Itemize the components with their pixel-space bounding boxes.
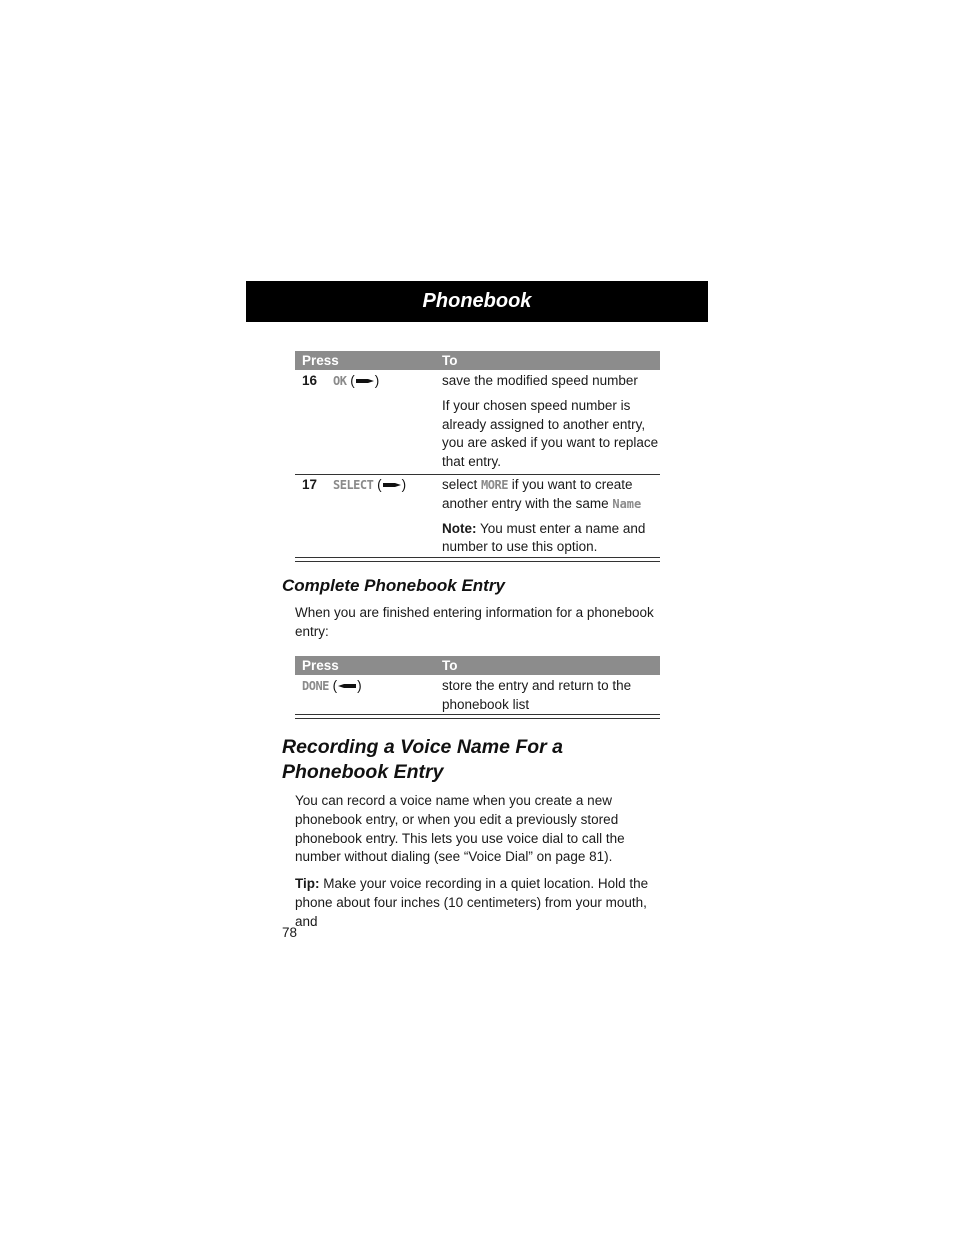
table-end-rule bbox=[295, 714, 660, 719]
section-intro: When you are finished entering information for a phonebook entry: bbox=[295, 605, 654, 639]
note-text: You must enter a name and number to use this option. bbox=[442, 520, 646, 555]
table-header bbox=[295, 351, 660, 370]
step-description: store the entry and return to the phonebook list bbox=[442, 678, 632, 712]
note-label: Note: bbox=[442, 520, 477, 536]
step-description: select MORE if you want to create another entry with the same Name Note: You must enter a name and number to use this option. bbox=[442, 477, 646, 555]
page-number: 78 bbox=[282, 925, 298, 940]
section-heading-complete-entry: Complete Phonebook Entry bbox=[282, 576, 505, 595]
column-to: To bbox=[442, 658, 458, 673]
step-number: 16 bbox=[302, 373, 318, 388]
column-press: Press bbox=[302, 353, 339, 368]
keyword-more: MORE bbox=[481, 478, 508, 492]
key-done: DONE ( ) bbox=[302, 678, 362, 693]
table-row bbox=[295, 675, 660, 715]
table-row bbox=[295, 370, 660, 474]
section-header bbox=[246, 281, 708, 322]
tip-label: Tip: bbox=[295, 876, 320, 891]
key-ok: OK ( ) bbox=[333, 373, 380, 388]
table-end-rule bbox=[295, 557, 660, 562]
step-description: save the modified speed number If your chosen speed number is already assigned to another entry, you are asked if you want to replace that entry. bbox=[442, 373, 659, 470]
tip-paragraph bbox=[295, 875, 663, 931]
table-row bbox=[295, 474, 660, 558]
tip-text: Make your voice recording in a quiet location. Hold the phone about four inches (10 centimeters) from your mouth, and bbox=[295, 876, 649, 929]
header-title: Phonebook bbox=[422, 290, 532, 312]
step-number: 17 bbox=[302, 477, 318, 492]
section-heading-voice-name: Recording a Voice Name For a Phonebook Entry bbox=[282, 736, 564, 783]
right-softkey-icon bbox=[382, 480, 402, 490]
left-softkey-icon bbox=[337, 681, 357, 691]
instruction-table-2 bbox=[295, 656, 660, 715]
table-header bbox=[295, 656, 660, 675]
section-body: You can record a voice name when you create a new phonebook entry, or when you edit a previously stored phonebook entry. This lets you use voice dial to call the number without dialing (see “Voice Dial” on page 81). bbox=[295, 793, 625, 865]
instruction-table-1 bbox=[295, 351, 660, 474]
column-press: Press bbox=[302, 658, 339, 673]
column-to: To bbox=[442, 353, 458, 368]
key-select: SELECT ( ) bbox=[333, 477, 407, 492]
keyword-name: Name bbox=[612, 496, 642, 511]
right-softkey-icon bbox=[355, 376, 375, 386]
instruction-table-1-cont bbox=[295, 474, 660, 558]
